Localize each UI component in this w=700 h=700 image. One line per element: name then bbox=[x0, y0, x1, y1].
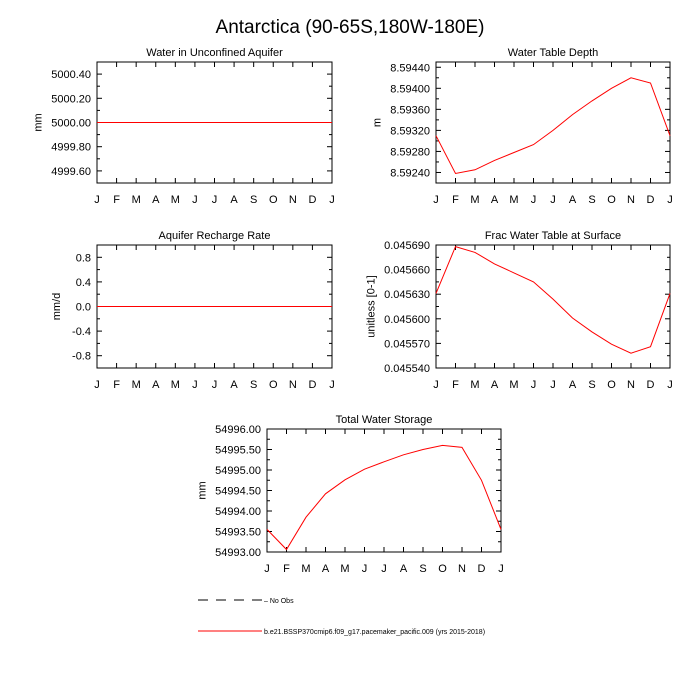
x-tick-label: O bbox=[607, 194, 616, 206]
x-tick-label: S bbox=[249, 379, 258, 391]
x-tick-label: O bbox=[268, 194, 278, 206]
legend-model-label: b.e21.BSSP370cmip6.f09_g17.pacemaker_pacific.009 (yrs 2015-2018) bbox=[264, 629, 486, 636]
x-tick-label: J bbox=[530, 379, 537, 391]
plot-frame bbox=[436, 245, 670, 368]
x-tick-label: J bbox=[94, 379, 100, 391]
y-tick-label: 0.8 bbox=[75, 252, 91, 265]
panels bbox=[33, 47, 673, 575]
y-tick-label: 0.045540 bbox=[384, 363, 430, 375]
x-tick-label: F bbox=[113, 194, 120, 206]
x-tick-label: F bbox=[113, 379, 120, 391]
x-tick-label: O bbox=[438, 563, 447, 575]
y-tick-label: 8.59400 bbox=[390, 83, 430, 96]
y-tick-label: 0.045570 bbox=[384, 338, 430, 351]
x-tick-label: D bbox=[646, 194, 655, 206]
legend bbox=[198, 598, 485, 636]
legend-obs-text: No Obs bbox=[269, 598, 294, 605]
x-tick-label: A bbox=[490, 194, 499, 206]
x-tick-label: J bbox=[211, 194, 218, 206]
x-tick-label: D bbox=[308, 194, 317, 206]
x-tick-label: J bbox=[667, 194, 673, 206]
series-line bbox=[436, 247, 670, 354]
x-tick-label: M bbox=[131, 379, 141, 391]
x-tick-label: D bbox=[477, 563, 486, 575]
x-tick-label: M bbox=[170, 194, 180, 206]
x-tick-label: F bbox=[283, 563, 290, 575]
x-tick-label: N bbox=[288, 194, 297, 206]
x-tick-label: N bbox=[288, 379, 297, 391]
y-tick-label: 0.045630 bbox=[384, 289, 430, 302]
x-tick-label: M bbox=[470, 194, 480, 206]
x-tick-label: S bbox=[588, 379, 596, 391]
x-tick-label: M bbox=[131, 194, 141, 206]
chart-title: Aquifer Recharge Rate bbox=[158, 230, 271, 242]
y-tick-label: 54995.00 bbox=[215, 465, 261, 477]
y-tick-label: 5000.40 bbox=[51, 69, 91, 82]
figure-title: Antarctica (90-65S,180W-180E) bbox=[215, 17, 485, 38]
y-tick-label: 0.0 bbox=[75, 301, 91, 314]
x-tick-label: J bbox=[550, 194, 556, 206]
chart-title: Water in Unconfined Aquifer bbox=[146, 47, 283, 59]
x-tick-label: S bbox=[588, 194, 596, 206]
x-tick-label: S bbox=[249, 194, 258, 206]
y-tick-label: 8.59240 bbox=[390, 167, 430, 180]
series-line bbox=[267, 445, 501, 549]
x-tick-label: O bbox=[607, 379, 616, 391]
series-line bbox=[436, 78, 670, 174]
x-tick-label: N bbox=[458, 563, 466, 575]
chart-panel-2 bbox=[372, 47, 673, 206]
x-tick-label: F bbox=[452, 379, 459, 391]
y-tick-label: 0.045690 bbox=[384, 240, 430, 252]
chart-title: Water Table Depth bbox=[507, 47, 599, 59]
x-tick-label: J bbox=[192, 379, 198, 391]
x-tick-label: M bbox=[509, 194, 519, 206]
x-tick-label: J bbox=[530, 194, 537, 206]
x-tick-label: J bbox=[211, 379, 218, 391]
y-axis-label: mm bbox=[196, 481, 209, 500]
x-tick-label: M bbox=[509, 379, 519, 391]
y-tick-label: 8.59280 bbox=[390, 146, 430, 159]
x-tick-label: A bbox=[152, 379, 160, 391]
legend-obs-dash: – bbox=[264, 598, 270, 605]
x-tick-label: J bbox=[94, 194, 100, 206]
x-tick-label: J bbox=[433, 379, 439, 391]
legend-obs-label bbox=[264, 598, 294, 605]
x-tick-label: A bbox=[230, 194, 238, 206]
y-tick-label: -0.4 bbox=[72, 326, 91, 339]
x-tick-label: M bbox=[301, 563, 311, 575]
x-tick-label: J bbox=[329, 194, 335, 206]
y-tick-label: 5000.20 bbox=[51, 93, 91, 106]
x-tick-label: N bbox=[627, 194, 635, 206]
x-tick-label: M bbox=[170, 379, 180, 391]
x-tick-label: J bbox=[329, 379, 335, 391]
x-tick-label: D bbox=[308, 379, 317, 391]
x-tick-label: O bbox=[268, 379, 278, 391]
y-tick-label: 0.045660 bbox=[384, 264, 430, 277]
x-tick-label: A bbox=[321, 563, 330, 575]
x-tick-label: A bbox=[568, 194, 577, 206]
plot-frame bbox=[436, 62, 670, 183]
x-tick-label: A bbox=[568, 379, 577, 391]
x-tick-label: M bbox=[470, 379, 480, 391]
chart-panel-3 bbox=[51, 230, 335, 391]
x-tick-label: J bbox=[381, 563, 387, 575]
x-tick-label: J bbox=[361, 563, 368, 575]
y-tick-label: 54993.00 bbox=[215, 547, 261, 559]
chart-panel-5 bbox=[196, 414, 503, 575]
chart-title: Frac Water Table at Surface bbox=[484, 230, 622, 242]
x-tick-label: N bbox=[627, 379, 635, 391]
y-tick-label: 54993.50 bbox=[215, 526, 261, 539]
chart-title: Total Water Storage bbox=[335, 414, 433, 426]
y-tick-label: 4999.60 bbox=[51, 165, 91, 178]
y-tick-label: 5000.00 bbox=[51, 117, 91, 130]
x-tick-label: J bbox=[667, 379, 673, 391]
x-tick-label: A bbox=[230, 379, 238, 391]
x-tick-label: A bbox=[490, 379, 499, 391]
chart-panel-1 bbox=[33, 47, 335, 206]
x-tick-label: J bbox=[498, 563, 504, 575]
chart-panel-4 bbox=[365, 230, 672, 391]
y-tick-label: 54994.00 bbox=[215, 506, 261, 518]
y-tick-label: 54994.50 bbox=[215, 485, 261, 498]
x-tick-label: D bbox=[646, 379, 655, 391]
y-tick-label: 54996.00 bbox=[215, 424, 261, 436]
y-tick-label: 4999.80 bbox=[51, 141, 91, 154]
x-tick-label: F bbox=[452, 194, 459, 206]
y-axis-label: mm/d bbox=[51, 292, 64, 321]
x-tick-label: J bbox=[264, 563, 270, 575]
y-axis-label: unitless [0-1] bbox=[365, 275, 378, 338]
x-tick-label: A bbox=[399, 563, 408, 575]
y-tick-label: 0.4 bbox=[75, 276, 91, 289]
y-tick-label: 8.59320 bbox=[390, 125, 430, 138]
plot-frame bbox=[267, 429, 501, 552]
y-axis-label: mm bbox=[32, 113, 45, 132]
y-tick-label: 54995.50 bbox=[215, 444, 261, 457]
x-tick-label: J bbox=[550, 379, 556, 391]
x-tick-label: S bbox=[419, 563, 427, 575]
y-tick-label: 8.59360 bbox=[390, 104, 430, 117]
x-tick-label: A bbox=[152, 194, 160, 206]
y-axis-label: m bbox=[371, 117, 384, 128]
y-tick-label: 0.045600 bbox=[384, 313, 430, 326]
y-tick-label: 8.59440 bbox=[390, 62, 430, 75]
y-tick-label: -0.8 bbox=[72, 350, 91, 363]
x-tick-label: M bbox=[340, 563, 350, 575]
x-tick-label: J bbox=[433, 194, 439, 206]
x-tick-label: J bbox=[192, 194, 198, 206]
